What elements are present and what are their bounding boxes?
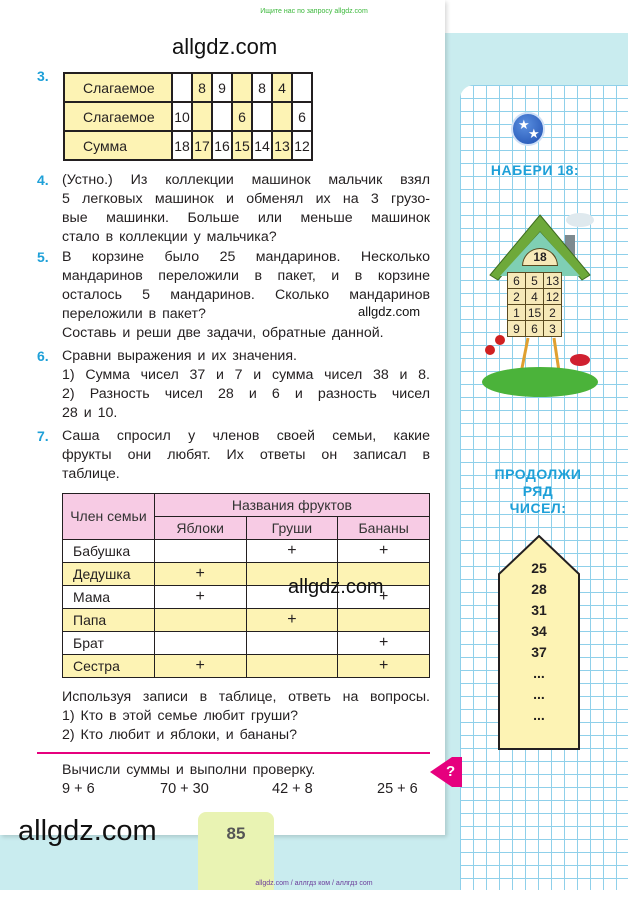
- table-cell: 8: [192, 73, 212, 102]
- table-cell: 8: [252, 73, 272, 102]
- sequence-value: 28: [531, 581, 547, 597]
- house-cell: 5: [526, 273, 544, 289]
- member-name: Папа: [63, 609, 155, 632]
- exercise-7-text: [62, 427, 430, 484]
- table-row: [64, 102, 312, 131]
- question-marker-icon: [430, 757, 462, 787]
- text-line: 28 и 10.: [62, 405, 118, 421]
- exercise-number: 4.: [37, 172, 49, 188]
- watermark: allgdz.com: [358, 304, 421, 319]
- house-cell: 15: [526, 305, 544, 321]
- question-mark: ?: [446, 763, 456, 780]
- text-line: Сравни выражения и их значения.: [62, 348, 297, 364]
- text-line: 1) Сумма чисел 37 и 7 и сумма чисел 38 и 8.: [62, 367, 430, 383]
- nabery-heading: НАБЕРИ 18:: [490, 162, 580, 178]
- house-row: [508, 273, 562, 289]
- house-target: 18: [522, 248, 558, 266]
- question-line: 2) Кто любит и яблоки, и бананы?: [62, 727, 297, 743]
- sequence-values: [498, 535, 580, 750]
- table-cell: [252, 102, 272, 131]
- table-row: [63, 632, 430, 655]
- divider: [37, 752, 430, 754]
- house-cell: 2: [508, 289, 526, 305]
- row-label: Слагаемое: [64, 73, 172, 102]
- extra-task-title: Вычисли суммы и выполни проверку.: [62, 762, 316, 778]
- sequence-value: 31: [531, 602, 547, 618]
- table-cell: 14: [252, 131, 272, 160]
- house-illustration: [480, 210, 600, 400]
- text-line: Саша спросил у членов своей семьи, какие: [62, 428, 430, 444]
- house-cell: 9: [508, 321, 526, 337]
- header-pears: Груши: [246, 517, 338, 540]
- exercise-number: 5.: [37, 249, 49, 265]
- sequence-value: ...: [533, 686, 545, 702]
- house-cell: 4: [526, 289, 544, 305]
- continue-line: ЧИСЕЛ:: [509, 500, 567, 516]
- house-cell: 6: [526, 321, 544, 337]
- mark-cell: +: [338, 632, 430, 655]
- mark-cell: [246, 632, 338, 655]
- text-line: 5 легковых машинок и обменял их на 3 грузо-: [62, 191, 430, 207]
- exercise-5-text: [62, 248, 430, 343]
- watermark: allgdz.com: [288, 576, 384, 598]
- header-bananas: Бананы: [338, 517, 430, 540]
- footer-links: allgdz.com / аллгдз ком / аллгдз com: [255, 880, 373, 887]
- house-row: [508, 321, 562, 337]
- house-number-grid: [507, 272, 562, 337]
- table-cell: 12: [292, 131, 312, 160]
- table-cell: 15: [232, 131, 252, 160]
- member-name: Сестра: [63, 655, 155, 678]
- table-cell: 4: [272, 73, 292, 102]
- mark-cell: +: [246, 609, 338, 632]
- mark-cell: [154, 632, 246, 655]
- mark-cell: +: [338, 586, 430, 609]
- sequence-value: 34: [531, 623, 547, 639]
- table-cell: [212, 102, 232, 131]
- mark-cell: [154, 540, 246, 563]
- expr: 42 + 8: [272, 781, 313, 797]
- table-cell: 18: [172, 131, 192, 160]
- stars-icon: ★ ★: [511, 112, 545, 146]
- member-name: Брат: [63, 632, 155, 655]
- watermark: allgdz.com: [172, 34, 278, 59]
- mark-cell: [246, 655, 338, 678]
- table-cell: [292, 73, 312, 102]
- text-line: В корзине было 25 мандаринов. Несколько: [62, 249, 430, 265]
- house-cell: 3: [544, 321, 562, 337]
- exercise-number: 3.: [37, 68, 49, 84]
- mark-cell: [154, 609, 246, 632]
- table-cell: 13: [272, 131, 292, 160]
- question-line: Используя записи в таблице, ответь на вопросы.: [62, 689, 430, 705]
- table-cell: 16: [212, 131, 232, 160]
- table-cell: [232, 73, 252, 102]
- exercise-7-questions: [62, 688, 430, 745]
- sequence-value: 37: [531, 644, 547, 660]
- table-row: [63, 655, 430, 678]
- continue-line: ПРОДОЛЖИ: [494, 466, 582, 482]
- house-cell: 2: [544, 305, 562, 321]
- sequence-value: ...: [533, 707, 545, 723]
- mark-cell: +: [154, 563, 246, 586]
- text-line: (Устно.) Из коллекции машинок мальчик взял: [62, 172, 430, 188]
- continue-line: РЯД: [522, 483, 554, 499]
- expr: 70 + 30: [160, 781, 209, 797]
- table-cell: [172, 73, 192, 102]
- text-line: переложили в пакет?: [62, 306, 206, 322]
- text-line: Составь и реши две задачи, обратные данной.: [62, 325, 384, 341]
- table-row: [64, 131, 312, 160]
- exercise-number: 7.: [37, 428, 49, 444]
- text-line: 2) Разность чисел 28 и 6 и разность чисел: [62, 386, 430, 402]
- mark-cell: [338, 609, 430, 632]
- exercise-6-text: [62, 347, 430, 423]
- house-cell: 6: [508, 273, 526, 289]
- mark-cell: +: [246, 540, 338, 563]
- house-cell: 12: [544, 289, 562, 305]
- text-line: таблице.: [62, 466, 120, 482]
- table-cell: 17: [192, 131, 212, 160]
- text-line: мандаринов переложили в пакет, и в корзине: [62, 268, 430, 284]
- question-line: 1) Кто в этой семье любит груши?: [62, 708, 299, 724]
- mark-cell: +: [338, 540, 430, 563]
- expr: 25 + 6: [377, 781, 418, 797]
- table-cell: [192, 102, 212, 131]
- house-cell: 1: [508, 305, 526, 321]
- table-row: [63, 609, 430, 632]
- exercise-number: 6.: [37, 348, 49, 364]
- mark-cell: +: [338, 655, 430, 678]
- text-line: стало в коллекции у мальчика?: [62, 229, 277, 245]
- addends-table: [63, 72, 313, 161]
- expr: 9 + 6: [62, 781, 95, 797]
- header-apples: Яблоки: [154, 517, 246, 540]
- table-cell: 6: [292, 102, 312, 131]
- text-line: вые машинки. Больше или меньше машинок: [62, 210, 430, 226]
- row-label: Сумма: [64, 131, 172, 160]
- text-line: фрукты они любят. Их ответы он записал в: [62, 447, 430, 463]
- sequence-value: ...: [533, 665, 545, 681]
- house-cell: 13: [544, 273, 562, 289]
- continue-heading: [478, 466, 598, 517]
- header-member: Член семьи: [63, 494, 155, 540]
- exercise-4-text: [62, 171, 430, 247]
- house-row: [508, 289, 562, 305]
- table-row: [63, 540, 430, 563]
- member-name: Мама: [63, 586, 155, 609]
- table-cell: 10: [172, 102, 192, 131]
- member-name: Дедушка: [63, 563, 155, 586]
- text-line: осталось 5 мандаринов. Сколько мандаринов: [62, 287, 430, 303]
- top-note: Ищите нас по запросу allgdz.com: [260, 8, 368, 15]
- watermark: allgdz.com: [18, 815, 157, 847]
- row-label: Слагаемое: [64, 102, 172, 131]
- mark-cell: +: [154, 586, 246, 609]
- table-row: [64, 73, 312, 102]
- page-number: 85: [198, 812, 274, 890]
- member-name: Бабушка: [63, 540, 155, 563]
- table-cell: 9: [212, 73, 232, 102]
- house-row: [508, 305, 562, 321]
- header-fruits: Названия фруктов: [154, 494, 429, 517]
- sequence-value: 25: [531, 560, 547, 576]
- table-cell: 6: [232, 102, 252, 131]
- mark-cell: +: [154, 655, 246, 678]
- table-cell: [272, 102, 292, 131]
